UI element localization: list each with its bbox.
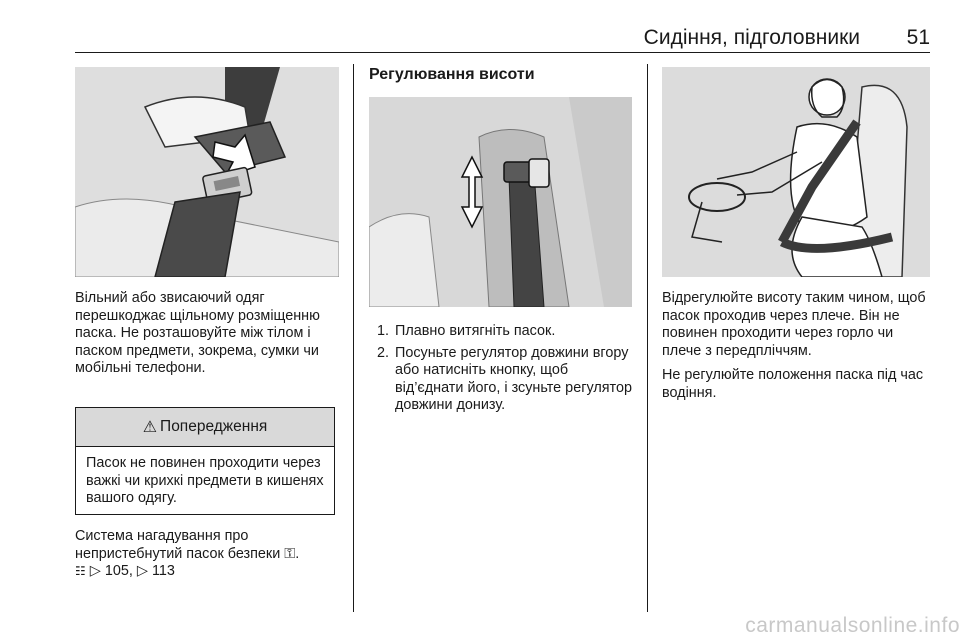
page-header-title: Сидіння, підголовники bbox=[643, 26, 860, 49]
no-adjust-while-driving-paragraph bbox=[662, 367, 932, 402]
seatbelt-reminder-icon: ⚿ bbox=[284, 545, 296, 562]
step-text: Плавно витягніть пасок. bbox=[395, 323, 556, 339]
page-number: 51 bbox=[906, 26, 930, 49]
step-item bbox=[369, 323, 639, 341]
page-ref-arrow-icon[interactable]: ▷ bbox=[89, 563, 101, 580]
buckle-drawing bbox=[75, 67, 339, 277]
driver-belt-position-illustration bbox=[662, 67, 930, 277]
loose-clothing-text: Вільний або звисаючий одяг перешкоджає щільному розміщенню паска. Не розташовуйте між тілом і паском предмети, зокрема, сумки чи мобільні телефони. bbox=[75, 290, 320, 377]
step-number: 1. bbox=[377, 323, 390, 339]
column-divider-right bbox=[647, 64, 648, 612]
column-divider-left bbox=[353, 64, 354, 612]
loose-clothing-paragraph bbox=[75, 290, 337, 378]
header-rule bbox=[75, 52, 930, 53]
adjustment-steps-list bbox=[369, 323, 639, 419]
warning-title: Попередження bbox=[160, 418, 268, 435]
instrument-cluster-icon: ☷ bbox=[75, 564, 86, 579]
warning-triangle-icon: ⚠ bbox=[142, 419, 158, 436]
warning-header bbox=[76, 408, 334, 447]
height-instruction-paragraph bbox=[662, 290, 932, 360]
reminder-text-line1: Система нагадування про bbox=[75, 528, 249, 544]
page-ref-105[interactable]: 105 bbox=[104, 563, 129, 580]
height-adjuster-illustration bbox=[369, 97, 632, 307]
driver-drawing bbox=[662, 67, 930, 277]
warning-body: Пасок не повинен проходити через важкі чи крихкі предмети в кишенях вашого одягу. bbox=[86, 455, 324, 507]
height-instruction-text: Відрегулюйте висоту таким чином, щоб пасок проходив через плече. Він не повинен проходити через горло чи плече з передпліччям. bbox=[662, 290, 926, 359]
ref-separator: , bbox=[128, 563, 133, 580]
step-text: Посуньте регулятор довжини вгору або натисніть кнопку, щоб від’єднати його, і зсуньте регулятор довжини донизу. bbox=[395, 344, 632, 414]
reminder-paragraph bbox=[75, 528, 337, 581]
warning-box bbox=[75, 407, 335, 515]
reminder-period: . bbox=[295, 545, 300, 562]
no-adjust-text: Не регулюйте положення паска під час водіння. bbox=[662, 367, 924, 401]
watermark: carmanualsonline.info bbox=[745, 614, 960, 637]
reminder-text-line2: непристебнутий пасок безпеки bbox=[75, 545, 281, 562]
step-number: 2. bbox=[377, 344, 390, 361]
height-adjuster-drawing bbox=[369, 97, 632, 307]
page-ref-113[interactable]: 113 bbox=[151, 563, 175, 580]
height-adjustment-heading: Регулювання висоти bbox=[369, 66, 535, 83]
step-item bbox=[369, 345, 639, 415]
seatbelt-buckle-illustration bbox=[75, 67, 339, 277]
page-ref-arrow-icon[interactable]: ▷ bbox=[136, 563, 148, 580]
